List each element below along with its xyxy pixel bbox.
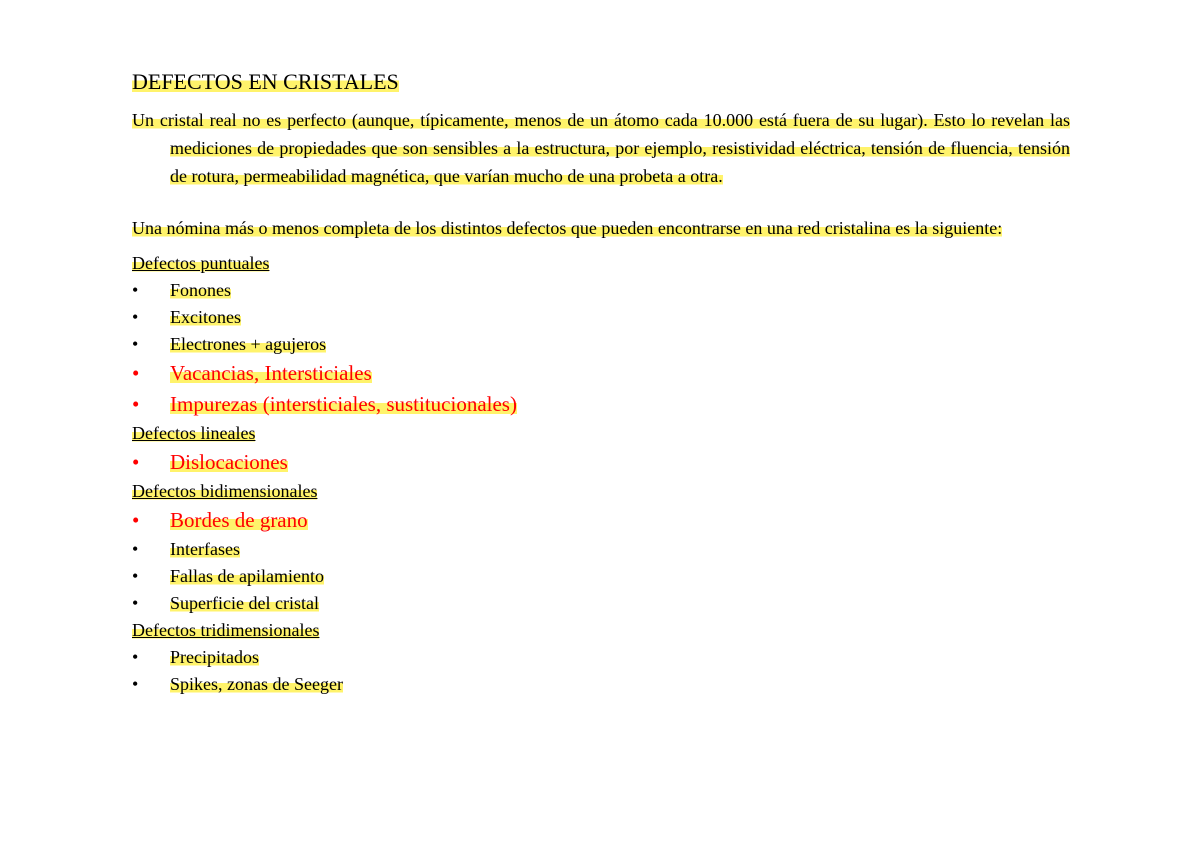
document-title: DEFECTOS EN CRISTALES (132, 69, 399, 94)
bullet-icon: • (132, 566, 139, 586)
bullet-icon: • (132, 539, 139, 559)
defect-list (132, 447, 1070, 478)
list-item: • Spikes, zonas de Seeger (132, 671, 1070, 698)
section-heading: Defectos bidimensionales (132, 481, 318, 501)
list-item-emphasized: • Dislocaciones (132, 447, 1070, 478)
list-item: • Interfases (132, 536, 1070, 563)
bullet-icon: • (132, 647, 139, 667)
section-heading: Defectos puntuales (132, 253, 270, 273)
defect-list (132, 644, 1070, 698)
intro-paragraph: Un cristal real no es perfecto (aunque, típicamente, menos de un átomo cada 10.000 está fuera de su lugar). Esto lo revelan las mediciones de propiedades que son sensibles a la estructura, por ejemplo, resistividad eléctrica, tensión de fluencia, tensión de rotura, permeabilidad magnética, que varían mucho de una probeta a otra. (132, 110, 1070, 186)
bullet-icon: • (132, 450, 140, 474)
document-page (132, 68, 1070, 698)
list-intro-paragraph: Una nómina más o menos completa de los distintos defectos que pueden encontrarse en una red cristalina es la siguiente: (132, 218, 1003, 238)
bullet-icon: • (132, 508, 140, 532)
list-item: • Fallas de apilamiento (132, 563, 1070, 590)
list-item-emphasized: • Impurezas (intersticiales, sustitucionales) (132, 389, 1070, 420)
section-heading: Defectos tridimensionales (132, 620, 320, 640)
bullet-icon: • (132, 593, 139, 613)
list-item: • Excitones (132, 304, 1070, 331)
bullet-icon: • (132, 280, 139, 300)
list-item: • Fonones (132, 277, 1070, 304)
list-item: • Precipitados (132, 644, 1070, 671)
list-item-emphasized: • Bordes de grano (132, 505, 1070, 536)
bullet-icon: • (132, 361, 140, 385)
defect-list (132, 277, 1070, 420)
section-defectos-puntuales (132, 250, 1070, 420)
bullet-icon: • (132, 307, 139, 327)
list-item-emphasized: • Vacancias, Intersticiales (132, 358, 1070, 389)
list-item: • Superficie del cristal (132, 590, 1070, 617)
section-heading: Defectos lineales (132, 423, 256, 443)
bullet-icon: • (132, 392, 140, 416)
section-defectos-lineales (132, 420, 1070, 478)
section-defectos-tridimensionales (132, 617, 1070, 698)
section-defectos-bidimensionales (132, 478, 1070, 617)
defect-list (132, 505, 1070, 617)
bullet-icon: • (132, 674, 139, 694)
list-item: • Electrones + agujeros (132, 331, 1070, 358)
bullet-icon: • (132, 334, 139, 354)
